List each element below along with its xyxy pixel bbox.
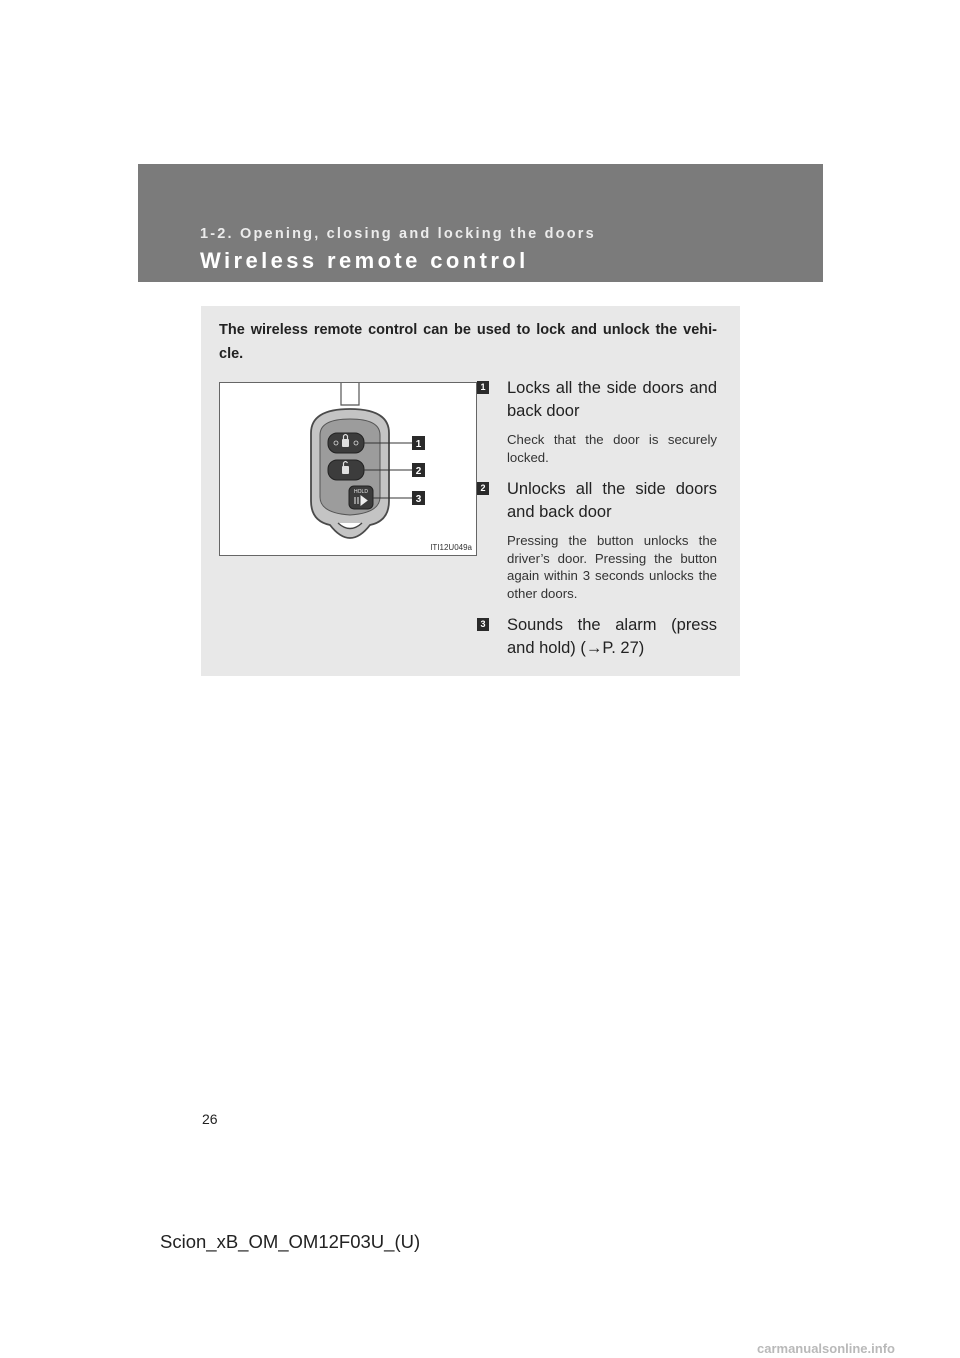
item-description: Pressing the button unlocks the driver’s door. Pressing the button again within 3 seconds unlocks the other doors. [507,533,717,601]
callout-1: 1 [415,439,422,450]
item-number-badge: 1 [477,381,489,394]
item-number-badge: 2 [477,482,489,495]
hold-label: HOLD [354,489,368,495]
remote-illustration [219,382,477,556]
key-fob-drawing [220,383,476,555]
document-code: Scion_xB_OM_OM12F03U_(U) [160,1231,421,1252]
list-item [477,614,717,659]
item-title: Unlocks all the side doors and back door [507,480,717,521]
header-band [138,164,823,282]
page-number: 26 [202,1111,218,1127]
unlock-icon [342,466,349,474]
watermark: carmanualsonline.info [757,1341,895,1356]
list-item [477,478,717,602]
section-label: 1-2. Opening, closing and locking the doors [200,226,596,242]
lock-icon [342,439,349,447]
intro-text: The wireless remote control can be used to lock and unlock the vehi-cle. [219,322,717,362]
figure-code: ITI12U049a [430,543,472,552]
item-title: Locks all the side doors and back door [507,379,717,420]
item-title: Sounds the alarm (press and hold) (→P. 27) [507,616,717,657]
item-number-badge: 3 [477,618,489,631]
content-panel [201,306,740,676]
callout-3: 3 [415,494,422,505]
callout-2: 2 [415,466,422,477]
list-item [477,377,717,466]
item-description: Check that the door is securely locked. [507,432,717,465]
page-title: Wireless remote control [200,248,529,273]
item-list [477,377,717,659]
